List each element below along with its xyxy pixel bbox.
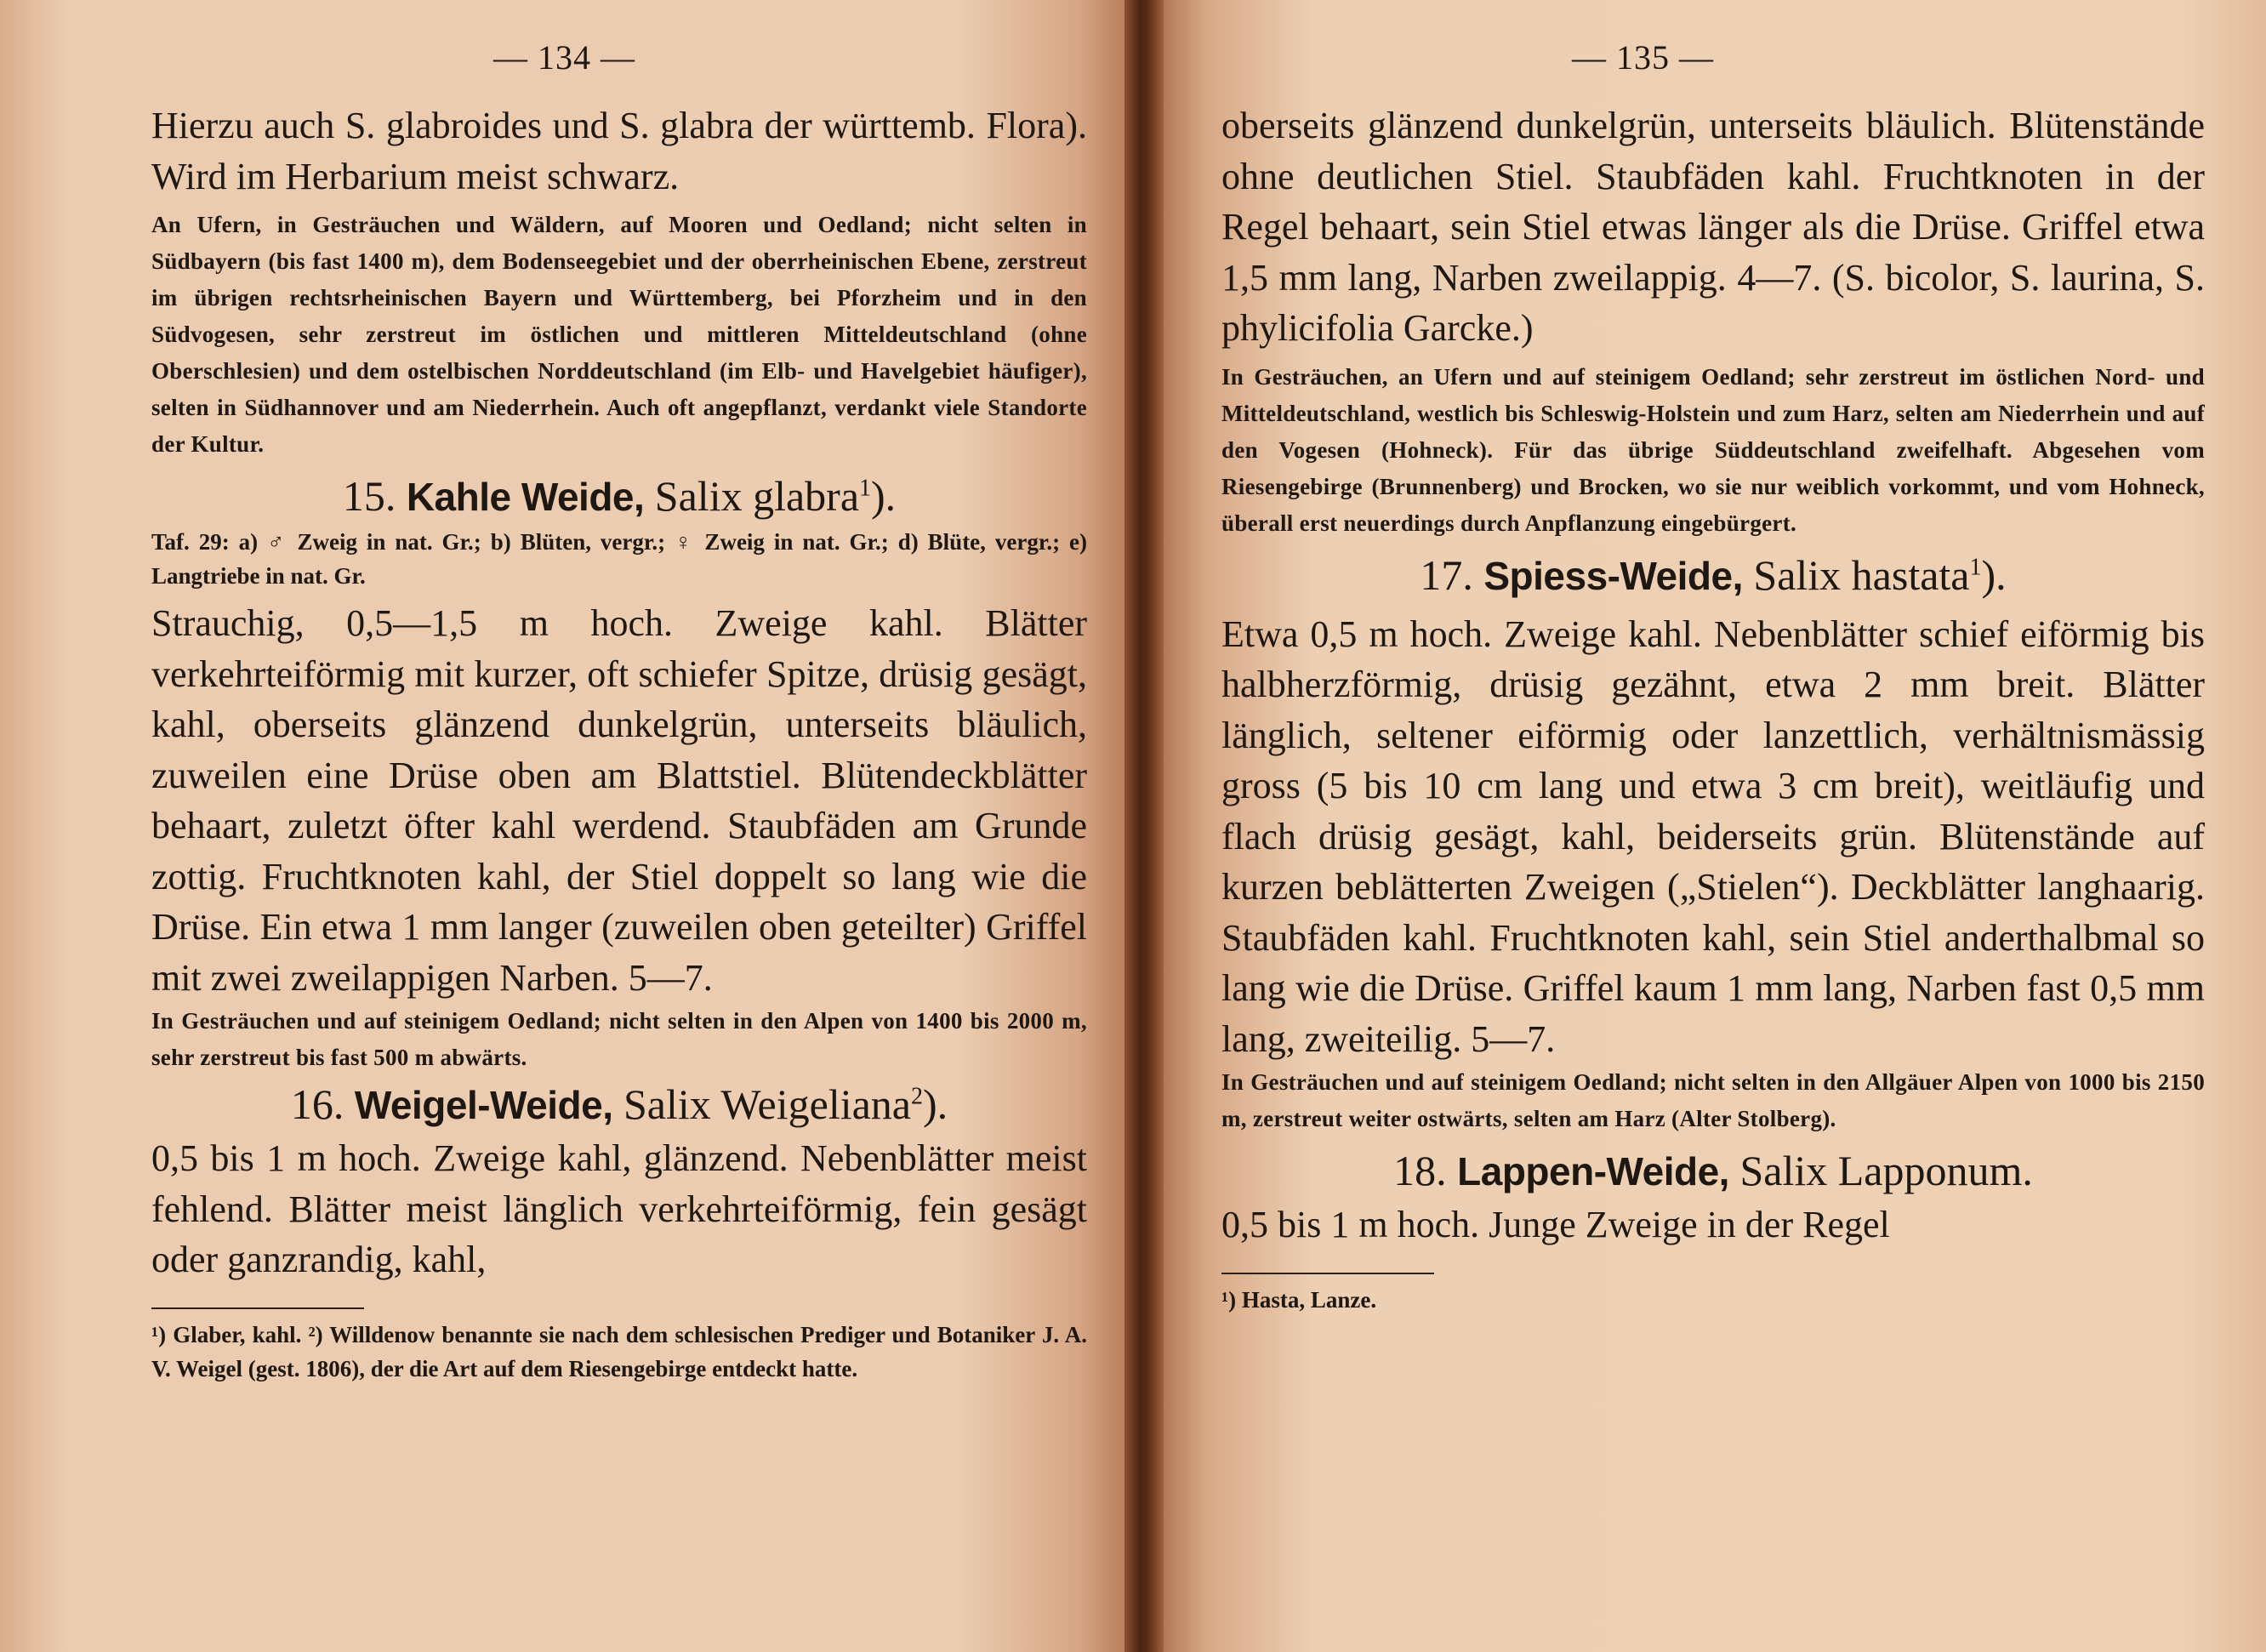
species-habitat-15: In Gesträuchen und auf steinigem Oedland; nicht selten in den Alpen von 1400 bis 2000 m, sehr zerstreut bis fast 500 m abwärts.: [151, 1008, 1087, 1070]
footnote-divider: [151, 1307, 364, 1309]
plate-caption: Taf. 29: a) ♂ Zweig in nat. Gr.; b) Blüten, vergr.; ♀ Zweig in nat. Gr.; d) Blüte, vergr.; e) Langtriebe in nat. Gr.: [151, 529, 1087, 589]
habitat-paragraph: In Gesträuchen, an Ufern und auf steinigem Oedland; sehr zerstreut im östlichen Nord- und Mitteldeutschland, westlich bis Schleswig-Holstein und zum Harz, selten am Niederrhein und auf den Vogesen (Hohneck). Für das übrige Süddeutschland zweifelhaft. Abgesehen vom Riesengebirge (Brunnenberg) und Brocken, wo sie nur weiblich vorkommt, und vom Hohneck, überall erst neuerdings durch Anpflanzung eingebürgert.: [1221, 363, 2205, 536]
species-german-name: Weigel-Weide,: [354, 1083, 613, 1127]
left-page-text: [151, 100, 1087, 1386]
footnote-ref: 2: [911, 1083, 923, 1110]
species-heading-15: [151, 468, 1087, 525]
species-number: 18.: [1393, 1147, 1447, 1194]
heading-close: ).: [871, 472, 897, 520]
footnote-ref: 1: [1969, 553, 1982, 580]
right-page-text: [1221, 100, 2205, 1317]
species-habitat-17: In Gesträuchen und auf steinigem Oedland; nicht selten in den Allgäuer Alpen von 1000 bis 2150 m, zerstreut weiter ostwärts, selten am Harz (Alter Stolberg).: [1221, 1069, 2205, 1131]
species-german-name: Lappen-Weide,: [1457, 1149, 1729, 1193]
species-heading-16: [151, 1076, 1087, 1133]
habitat-paragraph: An Ufern, in Gesträuchen und Wäldern, auf Mooren und Oedland; nicht selten in Südbayern (bis fast 1400 m), dem Bodenseegebiet und der oberrheinischen Ebene, zerstreut im übrigen rechtsrheinischen Bayern und Württemberg, bei Pforzheim und in den Südvogesen, sehr zerstreut im östlichen und mittleren Mitteldeutschland (ohne Oberschlesien) und dem ostelbischen Norddeutschland (im Elb- und Havelgebiet häufiger), selten in Südhannover und am Niederrhein. Auch oft angepflanzt, verdankt viele Standorte der Kultur.: [151, 212, 1087, 457]
species-number: 17.: [1420, 550, 1473, 599]
left-page: [0, 0, 1124, 1652]
species-latin-name: Salix glabra: [654, 472, 860, 520]
footnote-ref: 1: [859, 475, 872, 502]
species-description-15: Strauchig, 0,5—1,5 m hoch. Zweige kahl. Blätter verkehrteiförmig mit kurzer, oft schiefer Spitze, drüsig gesägt, kahl, oberseits glänzend dunkelgrün, unterseits bläulich, zuweilen eine Drüse oben am Blattstiel. Blütendeckblätter behaart, zuletzt öfter kahl werdend. Staubfäden am Grunde zottig. Fruchtknoten kahl, der Stiel doppelt so lang wie die Drüse. Ein etwa 1 mm langer (zuweilen oben geteilter) Griffel mit zwei zweilappigen Narben. 5—7.: [151, 602, 1087, 999]
species-heading-18: [1221, 1142, 2205, 1199]
book-gutter: [1124, 0, 1164, 1652]
intro-paragraph: Hierzu auch S. glabroides und S. glabra der württemb. Flora). Wird im Herbarium meist schwarz.: [151, 105, 1087, 197]
species-latin-name: Salix Weigeliana: [623, 1080, 911, 1128]
footnotes: ¹) Hasta, Lanze.: [1221, 1286, 1377, 1313]
species-german-name: Kahle Weide,: [406, 475, 645, 519]
species-german-name: Spiess-Weide,: [1483, 553, 1743, 598]
species-description-16: 0,5 bis 1 m hoch. Zweige kahl, glänzend. Nebenblätter meist fehlend. Blätter meist länglich verkehrteiförmig, fein gesägt oder ganzrandig, kahl,: [151, 1137, 1087, 1280]
species-description-18: 0,5 bis 1 m hoch. Junge Zweige in der Regel: [1221, 1204, 1890, 1245]
page-number: — 134 —: [493, 38, 635, 77]
species-description-17: Etwa 0,5 m hoch. Zweige kahl. Nebenblätter schief eiförmig bis halbherzförmig, drüsig gezähnt, etwa 2 mm breit. Blätter länglich, seltener eiförmig oder lanzettlich, verhältnismässig gross (5 bis 10 cm lang und etwa 3 cm breit), weitläufig und flach drüsig gesägt, kahl, beiderseits grün. Blütenstände auf kurzen beblätterten Zweigen („Stielen“). Deckblätter langhaarig. Staubfäden kahl. Fruchtknoten kahl, sein Stiel anderthalbmal so lang wie die Drüse. Griffel kaum 1 mm lang, Narben fast 0,5 mm lang, zweiteilig. 5—7.: [1221, 612, 2205, 1060]
species-number: 16.: [290, 1080, 344, 1128]
page-number: — 135 —: [1572, 38, 1714, 77]
species-latin-name: Salix Lapponum.: [1739, 1147, 2033, 1194]
species-latin-name: Salix hastata: [1753, 550, 1970, 599]
species-number: 15.: [342, 472, 396, 520]
continuation-paragraph: oberseits glänzend dunkelgrün, unterseits bläulich. Blütenstände ohne deutlichen Stiel. Staubfäden kahl. Fruchtknoten in der Regel behaart, sein Stiel etwas länger als die Drüse. Griffel etwa 1,5 mm lang, Narben zweilappig. 4—7. (S. bicolor, S. laurina, S. phylicifolia Garcke.): [1221, 105, 2205, 349]
footnotes: ¹) Glaber, kahl. ²) Willdenow benannte sie nach dem schlesischen Prediger und Botaniker J. A. V. Weigel (gest. 1806), der die Art auf dem Riesengebirge entdeckt hatte.: [151, 1321, 1087, 1381]
species-heading-17: [1221, 547, 2205, 604]
right-page: [1164, 0, 2266, 1652]
footnote-divider: [1221, 1273, 1434, 1274]
heading-close: ).: [923, 1080, 948, 1128]
heading-close: ).: [1981, 550, 2007, 599]
